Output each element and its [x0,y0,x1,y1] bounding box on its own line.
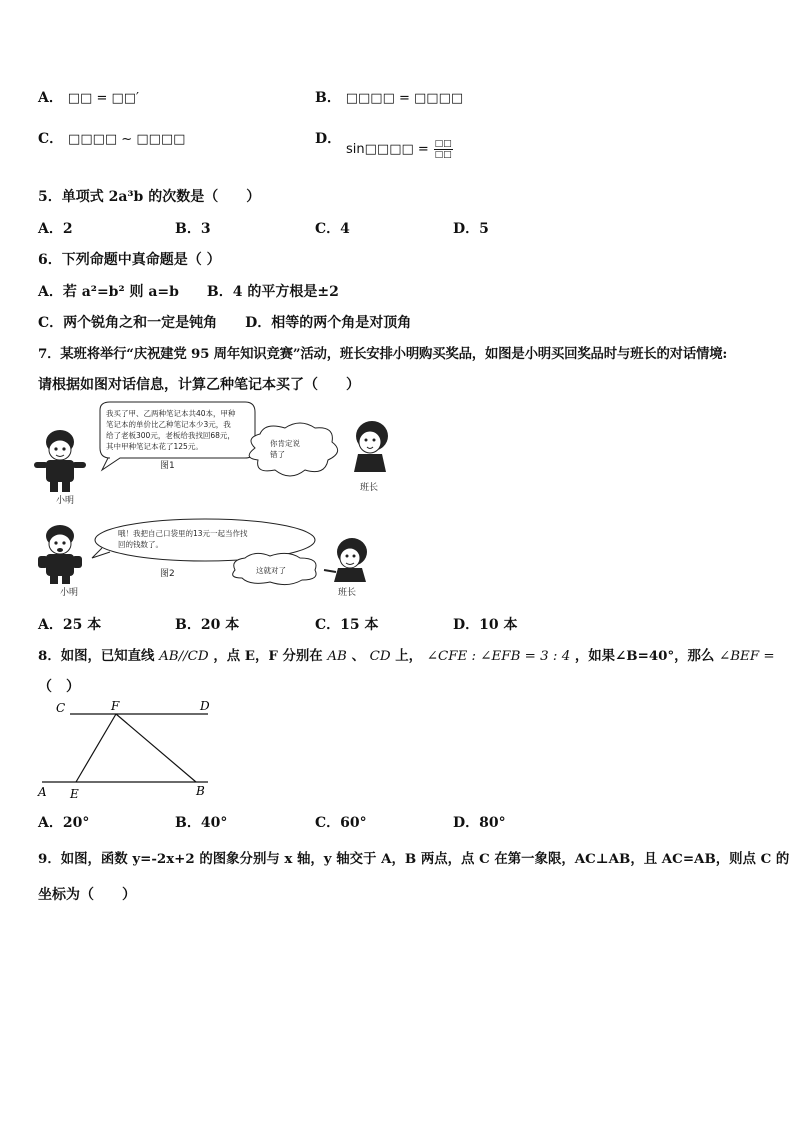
bubble-line: 哦！我把自己口袋里的13元一起当作找 [118,529,248,538]
label-f: F [111,699,120,713]
option-formula: □□□□ ~ □□□□ [68,132,186,147]
bubble-line: 给了老板300元，老板给我找回68元， [106,431,235,440]
banzhang-figure-icon [354,421,388,472]
fraction-numerator: □□ [434,138,452,149]
q8-geometry-figure [30,696,230,806]
fraction-denominator: □□ [434,149,452,160]
option-fraction [434,139,453,160]
q5-option-b: B．3 [175,221,211,237]
option-formula: □□□□ = □□□□ [345,91,464,106]
q7-figure-1 [30,400,410,510]
reply-line: 你肯定说 [270,439,300,448]
option-label: C． [38,131,64,147]
q7-figure-2 [30,518,410,600]
q8-stem-part: 8．如图，已知直线 [38,648,155,664]
q8-math: ∠BEF = [719,649,775,664]
q4-option-b [315,87,463,107]
q5-stem: 5．单项式 2a³b 的次数是（ ） [38,189,261,205]
q7-stem-line2: 请根据如图对话信息，计算乙种笔记本买了（ ） [38,377,360,393]
q5-option-c: C．4 [315,221,350,237]
q6-options-line2: C．两个锐角之和一定是钝角 D．相等的两个角是对顶角 [38,315,412,331]
bubble-line: 其中甲种笔记本花了125元。 [106,442,203,451]
reply-line: 错了 [270,450,285,459]
q8-stem-part: 、 [351,648,365,664]
label-d: D [200,699,210,713]
banzhang-name: 班长 [360,483,379,493]
thought-cloud [249,423,337,476]
q6-stem: 6．下列命题中真命题是（ ） [38,252,221,268]
figure-caption: 图1 [160,461,175,471]
option-formula: □□ = □□′ [67,91,139,106]
q8-stem-part: ，点 E，F 分别在 [213,648,323,664]
label-e: E [70,787,79,801]
q8-math: AB [327,649,347,664]
xiaoming-figure-icon [38,525,82,584]
figure-caption: 图2 [160,569,175,579]
q8-option-b: B．40° [175,815,228,831]
q8-stem-line1 [38,645,775,664]
bubble-line: 我买了甲、乙两种笔记本共40本，甲种 [106,409,236,418]
xiaoming-figure-icon [34,430,86,492]
banzhang-figure-icon [324,538,367,582]
bubble-line: 笔记本的单价比乙种笔记本少3元，我 [106,420,231,429]
q8-math: ∠CFE : ∠EFB = 3 : 4 [426,649,571,664]
q8-stem-line2: （ ） [38,679,80,695]
label-a: A [38,785,47,799]
q8-math: CD [369,649,391,664]
q5-option-d: D．5 [453,221,489,237]
q8-stem-part: 上， [395,648,423,664]
q7-stem-line1: 7．某班将举行“庆祝建党 95 周年知识竞赛”活动，班长安排小明购买奖品，如图是小明买回奖品时与班长的对话情境: [38,346,728,362]
q5-option-a: A．2 [38,221,73,237]
q4-option-d [315,128,453,160]
bubble-line: 回的钱数了。 [118,540,163,549]
segment-fe [76,714,116,782]
q8-option-c: C．60° [315,815,367,831]
q8-stem-part: ，如果∠B=40°，那么 [574,648,715,664]
q8-math: AB//CD [159,649,209,664]
q7-option-a: A．25 本 [38,617,102,633]
q7-option-c: C．15 本 [315,617,379,633]
label-b: B [196,784,205,798]
xiaoming-name: 小明 [56,496,75,506]
xiaoming-name: 小明 [60,588,79,598]
q4-option-a [38,87,139,107]
q6-options-line1: A．若 a²=b² 则 a=b B．4 的平方根是±2 [38,284,339,300]
q7-option-d: D．10 本 [453,617,518,633]
reply-line: 这就对了 [256,566,286,575]
option-label: A． [38,90,63,106]
q8-option-a: A．20° [38,815,90,831]
q9-stem-line1: 9．如图，函数 y=-2x+2 的图象分别与 x 轴，y 轴交于 A，B 两点，点 C 在第一象限，AC⊥AB，且 AC=AB，则点 C 的 [38,851,790,867]
segment-fb [116,714,196,782]
option-label: B． [315,90,341,106]
q8-option-d: D．80° [453,815,506,831]
label-c: C [56,701,66,715]
option-formula: sin□□□□ = [346,142,429,157]
option-label: D． [315,131,342,147]
q9-stem-line2: 坐标为（ ） [38,887,136,903]
banzhang-name: 班长 [338,588,357,598]
q7-option-b: B．20 本 [175,617,240,633]
q4-option-c [38,128,185,148]
